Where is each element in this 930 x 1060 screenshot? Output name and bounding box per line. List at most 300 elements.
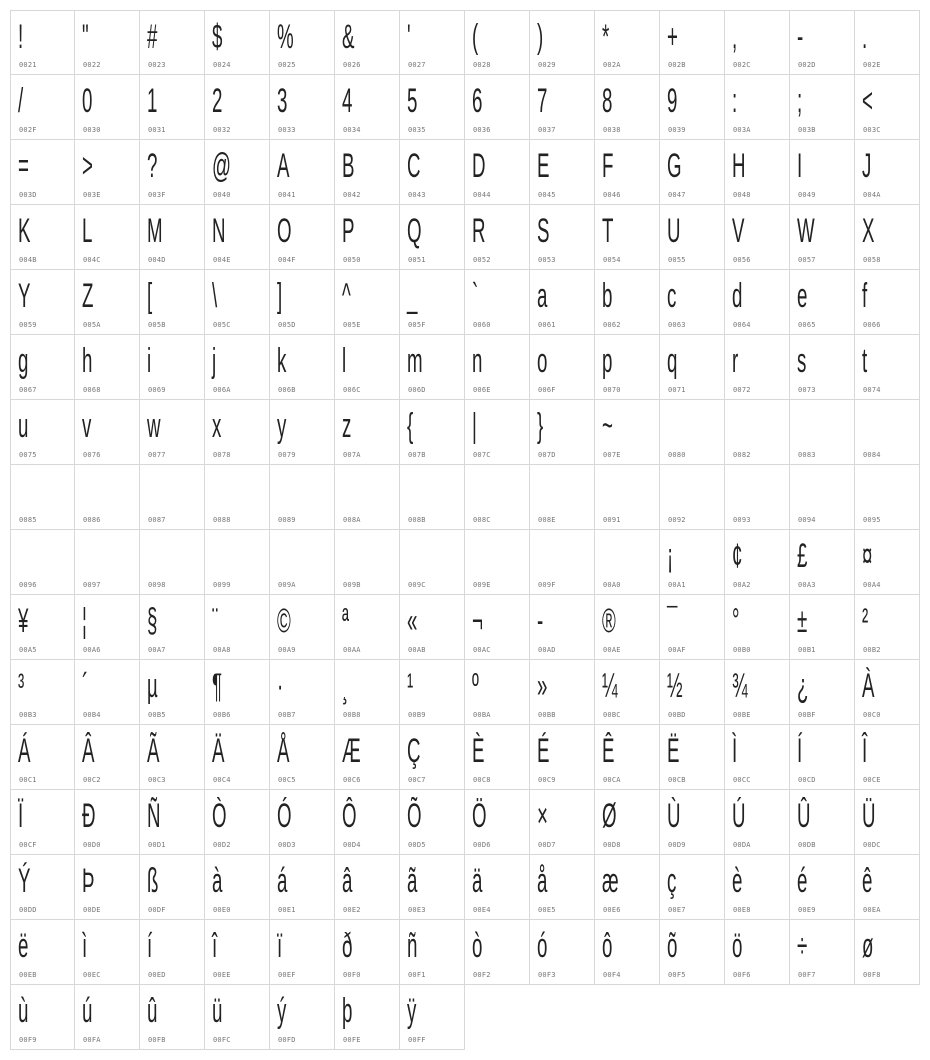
glyph-cell bbox=[205, 205, 270, 270]
glyph-char: ¼ bbox=[602, 667, 618, 705]
codepoint-label: 0061 bbox=[538, 321, 556, 329]
glyph-char: À bbox=[862, 667, 875, 705]
codepoint-label: 0053 bbox=[538, 256, 556, 264]
codepoint-label: 005B bbox=[148, 321, 166, 329]
glyph-char: " bbox=[82, 18, 89, 56]
glyph-char: 4 bbox=[342, 82, 353, 120]
codepoint-label: 00E1 bbox=[278, 906, 296, 914]
codepoint-label: 00F0 bbox=[343, 971, 361, 979]
codepoint-label: 0062 bbox=[603, 321, 621, 329]
glyph-char: > bbox=[82, 147, 93, 185]
glyph-char: ø bbox=[862, 927, 874, 965]
glyph-char: H bbox=[732, 147, 746, 185]
codepoint-label: 004C bbox=[83, 256, 101, 264]
glyph-cell bbox=[465, 75, 530, 140]
codepoint-label: 0055 bbox=[668, 256, 686, 264]
glyph-char: < bbox=[862, 82, 873, 120]
glyph-char: ª bbox=[342, 602, 349, 640]
codepoint-label: 006D bbox=[408, 386, 426, 394]
codepoint-label: 004E bbox=[213, 256, 231, 264]
codepoint-label: 0068 bbox=[83, 386, 101, 394]
codepoint-label: 0084 bbox=[863, 451, 881, 459]
glyph-cell bbox=[270, 10, 335, 75]
glyph-cell bbox=[10, 790, 75, 855]
glyph-char: 0 bbox=[82, 82, 93, 120]
glyph-char: } bbox=[537, 407, 544, 445]
glyph-char: Â bbox=[82, 732, 95, 770]
glyph-cell bbox=[75, 530, 140, 595]
glyph-cell bbox=[790, 530, 855, 595]
codepoint-label: 0069 bbox=[148, 386, 166, 394]
glyph-char: Ý bbox=[18, 862, 31, 900]
glyph-char: ï bbox=[277, 927, 283, 965]
glyph-cell bbox=[400, 270, 465, 335]
glyph-cell bbox=[855, 75, 920, 140]
glyph-cell bbox=[75, 920, 140, 985]
glyph-char: î bbox=[212, 927, 218, 965]
glyph-cell bbox=[530, 465, 595, 530]
glyph-cell bbox=[140, 530, 205, 595]
glyph-char: ² bbox=[862, 602, 869, 640]
glyph-char: 5 bbox=[407, 82, 418, 120]
codepoint-label: 0052 bbox=[473, 256, 491, 264]
codepoint-label: 0063 bbox=[668, 321, 686, 329]
glyph-char: U bbox=[667, 212, 681, 250]
glyph-cell bbox=[660, 75, 725, 140]
glyph-cell bbox=[75, 270, 140, 335]
glyph-cell bbox=[10, 920, 75, 985]
codepoint-label: 006F bbox=[538, 386, 556, 394]
codepoint-label: 0093 bbox=[733, 516, 751, 524]
glyph-char: Õ bbox=[407, 797, 422, 835]
codepoint-label: 00D1 bbox=[148, 841, 166, 849]
codepoint-label: 0029 bbox=[538, 61, 556, 69]
glyph-cell bbox=[140, 205, 205, 270]
glyph-char: | bbox=[472, 407, 477, 445]
glyph-cell bbox=[530, 10, 595, 75]
glyph-cell bbox=[10, 140, 75, 205]
glyph-cell bbox=[660, 725, 725, 790]
codepoint-label: 00D0 bbox=[83, 841, 101, 849]
glyph-cell bbox=[400, 790, 465, 855]
codepoint-label: 0033 bbox=[278, 126, 296, 134]
glyph-cell bbox=[270, 855, 335, 920]
codepoint-label: 0049 bbox=[798, 191, 816, 199]
glyph-char: ì bbox=[82, 927, 88, 965]
glyph-char: B bbox=[342, 147, 355, 185]
glyph-cell bbox=[725, 790, 790, 855]
glyph-cell bbox=[790, 205, 855, 270]
glyph-cell bbox=[75, 660, 140, 725]
codepoint-label: 00AD bbox=[538, 646, 556, 654]
codepoint-label: 0022 bbox=[83, 61, 101, 69]
glyph-cell bbox=[855, 10, 920, 75]
codepoint-label: 0060 bbox=[473, 321, 491, 329]
codepoint-label: 00AB bbox=[408, 646, 426, 654]
codepoint-label: 0046 bbox=[603, 191, 621, 199]
glyph-cell bbox=[595, 205, 660, 270]
codepoint-label: 00F4 bbox=[603, 971, 621, 979]
codepoint-label: 006A bbox=[213, 386, 231, 394]
codepoint-label: 00FE bbox=[343, 1036, 361, 1044]
glyph-cell bbox=[335, 855, 400, 920]
glyph-cell bbox=[530, 920, 595, 985]
glyph-cell bbox=[75, 140, 140, 205]
glyph-cell bbox=[75, 10, 140, 75]
glyph-cell bbox=[140, 75, 205, 140]
codepoint-label: 00A1 bbox=[668, 581, 686, 589]
glyph-char: ´ bbox=[82, 667, 89, 705]
codepoint-label: 0079 bbox=[278, 451, 296, 459]
glyph-cell bbox=[140, 855, 205, 920]
glyph-char: m bbox=[407, 342, 423, 380]
glyph-cell bbox=[725, 920, 790, 985]
glyph-cell bbox=[75, 75, 140, 140]
glyph-cell bbox=[725, 530, 790, 595]
glyph-cell bbox=[725, 465, 790, 530]
glyph-char: @ bbox=[212, 147, 231, 185]
glyph-char: ] bbox=[277, 277, 283, 315]
glyph-cell bbox=[530, 205, 595, 270]
glyph-char: ¤ bbox=[862, 537, 873, 575]
codepoint-label: 0073 bbox=[798, 386, 816, 394]
codepoint-label: 00A7 bbox=[148, 646, 166, 654]
codepoint-label: 00C2 bbox=[83, 776, 101, 784]
glyph-cell bbox=[335, 595, 400, 660]
codepoint-label: 00BC bbox=[603, 711, 621, 719]
codepoint-label: 0075 bbox=[19, 451, 37, 459]
codepoint-label: 005F bbox=[408, 321, 426, 329]
glyph-char: Ò bbox=[212, 797, 227, 835]
codepoint-label: 003B bbox=[798, 126, 816, 134]
glyph-cell bbox=[855, 205, 920, 270]
codepoint-label: 0080 bbox=[668, 451, 686, 459]
glyph-char: f bbox=[862, 277, 868, 315]
glyph-cell bbox=[400, 595, 465, 660]
glyph-cell bbox=[465, 530, 530, 595]
glyph-cell bbox=[75, 335, 140, 400]
codepoint-label: 007E bbox=[603, 451, 621, 459]
glyph-cell bbox=[75, 205, 140, 270]
codepoint-label: 005A bbox=[83, 321, 101, 329]
glyph-char: ³ bbox=[18, 667, 25, 705]
glyph-char: 8 bbox=[602, 82, 613, 120]
glyph-char: º bbox=[472, 667, 479, 705]
glyph-char: ð bbox=[342, 927, 353, 965]
codepoint-label: 0072 bbox=[733, 386, 751, 394]
glyph-cell bbox=[335, 530, 400, 595]
codepoint-label: 00B8 bbox=[343, 711, 361, 719]
glyph-char: Ø bbox=[602, 797, 617, 835]
glyph-cell bbox=[400, 75, 465, 140]
codepoint-label: 00E7 bbox=[668, 906, 686, 914]
codepoint-label: 0030 bbox=[83, 126, 101, 134]
glyph-char: g bbox=[18, 342, 29, 380]
glyph-cell bbox=[75, 725, 140, 790]
glyph-cell bbox=[595, 660, 660, 725]
glyph-cell bbox=[205, 790, 270, 855]
codepoint-label: 0026 bbox=[343, 61, 361, 69]
codepoint-label: 005C bbox=[213, 321, 231, 329]
codepoint-label: 0051 bbox=[408, 256, 426, 264]
codepoint-label: 00A9 bbox=[278, 646, 296, 654]
codepoint-label: 00FD bbox=[278, 1036, 296, 1044]
codepoint-label: 00D2 bbox=[213, 841, 231, 849]
glyph-cell bbox=[270, 465, 335, 530]
glyph-cell bbox=[75, 790, 140, 855]
glyph-cell bbox=[660, 270, 725, 335]
codepoint-label: 0076 bbox=[83, 451, 101, 459]
codepoint-label: 00F1 bbox=[408, 971, 426, 979]
codepoint-label: 0032 bbox=[213, 126, 231, 134]
glyph-cell bbox=[725, 140, 790, 205]
glyph-char: r bbox=[732, 342, 739, 380]
glyph-char: F bbox=[602, 147, 614, 185]
codepoint-label: 00A5 bbox=[19, 646, 37, 654]
glyph-char: G bbox=[667, 147, 682, 185]
glyph-cell bbox=[660, 855, 725, 920]
codepoint-label: 00C1 bbox=[19, 776, 37, 784]
glyph-char: ` bbox=[472, 277, 479, 315]
glyph-char: ¢ bbox=[732, 537, 743, 575]
codepoint-label: 00D5 bbox=[408, 841, 426, 849]
glyph-cell bbox=[10, 335, 75, 400]
codepoint-label: 00EA bbox=[863, 906, 881, 914]
glyph-cell bbox=[400, 400, 465, 465]
glyph-cell bbox=[595, 10, 660, 75]
character-map-grid bbox=[10, 10, 920, 1050]
glyph-char: ) bbox=[537, 18, 544, 56]
codepoint-label: 0043 bbox=[408, 191, 426, 199]
glyph-cell bbox=[10, 985, 75, 1050]
codepoint-label: 008C bbox=[473, 516, 491, 524]
glyph-char: æ bbox=[602, 862, 619, 900]
codepoint-label: 0067 bbox=[19, 386, 37, 394]
codepoint-label: 00BA bbox=[473, 711, 491, 719]
codepoint-label: 0078 bbox=[213, 451, 231, 459]
codepoint-label: 0045 bbox=[538, 191, 556, 199]
glyph-cell bbox=[75, 465, 140, 530]
codepoint-label: 00A6 bbox=[83, 646, 101, 654]
codepoint-label: 0092 bbox=[668, 516, 686, 524]
codepoint-label: 00DC bbox=[863, 841, 881, 849]
glyph-cell bbox=[660, 790, 725, 855]
glyph-cell bbox=[790, 595, 855, 660]
codepoint-label: 0025 bbox=[278, 61, 296, 69]
codepoint-label: 0040 bbox=[213, 191, 231, 199]
codepoint-label: 0027 bbox=[408, 61, 426, 69]
codepoint-label: 0041 bbox=[278, 191, 296, 199]
glyph-char: ä bbox=[472, 862, 483, 900]
codepoint-label: 0070 bbox=[603, 386, 621, 394]
glyph-cell bbox=[790, 790, 855, 855]
glyph-char: w bbox=[147, 407, 161, 445]
glyph-cell bbox=[790, 725, 855, 790]
codepoint-label: 00BD bbox=[668, 711, 686, 719]
glyph-char: Ã bbox=[147, 732, 160, 770]
glyph-cell bbox=[205, 400, 270, 465]
glyph-cell bbox=[855, 725, 920, 790]
glyph-char: í bbox=[147, 927, 153, 965]
codepoint-label: 00EE bbox=[213, 971, 231, 979]
glyph-cell bbox=[400, 985, 465, 1050]
glyph-cell bbox=[660, 595, 725, 660]
codepoint-label: 009E bbox=[473, 581, 491, 589]
glyph-char: ¿ bbox=[797, 667, 809, 705]
glyph-char: t bbox=[862, 342, 868, 380]
glyph-char: 6 bbox=[472, 82, 483, 120]
codepoint-label: 00CA bbox=[603, 776, 621, 784]
codepoint-label: 00E5 bbox=[538, 906, 556, 914]
codepoint-label: 00F9 bbox=[19, 1036, 37, 1044]
glyph-cell bbox=[205, 465, 270, 530]
glyph-char: \ bbox=[212, 277, 218, 315]
glyph-cell bbox=[400, 855, 465, 920]
glyph-char: J bbox=[862, 147, 872, 185]
glyph-char: ç bbox=[667, 862, 677, 900]
glyph-char: ã bbox=[407, 862, 418, 900]
codepoint-label: 0057 bbox=[798, 256, 816, 264]
codepoint-label: 00E2 bbox=[343, 906, 361, 914]
codepoint-label: 002E bbox=[863, 61, 881, 69]
glyph-cell bbox=[530, 595, 595, 660]
codepoint-label: 003F bbox=[148, 191, 166, 199]
glyph-cell bbox=[10, 205, 75, 270]
glyph-char: Y bbox=[18, 277, 31, 315]
glyph-char: Ä bbox=[212, 732, 225, 770]
codepoint-label: 00D9 bbox=[668, 841, 686, 849]
glyph-cell bbox=[400, 725, 465, 790]
glyph-cell bbox=[790, 920, 855, 985]
codepoint-label: 007B bbox=[408, 451, 426, 459]
glyph-cell bbox=[465, 400, 530, 465]
glyph-char: j bbox=[212, 342, 217, 380]
glyph-char: 2 bbox=[212, 82, 223, 120]
codepoint-label: 0074 bbox=[863, 386, 881, 394]
glyph-cell bbox=[400, 530, 465, 595]
glyph-char: ý bbox=[277, 992, 287, 1030]
codepoint-label: 0044 bbox=[473, 191, 491, 199]
codepoint-label: 0099 bbox=[213, 581, 231, 589]
glyph-char: Ñ bbox=[147, 797, 161, 835]
glyph-cell bbox=[270, 920, 335, 985]
glyph-char: s bbox=[797, 342, 807, 380]
codepoint-label: 007A bbox=[343, 451, 361, 459]
glyph-cell bbox=[205, 530, 270, 595]
codepoint-label: 008B bbox=[408, 516, 426, 524]
glyph-cell bbox=[335, 75, 400, 140]
glyph-char: 1 bbox=[147, 82, 158, 120]
glyph-char: á bbox=[277, 862, 288, 900]
codepoint-label: 0056 bbox=[733, 256, 751, 264]
glyph-cell bbox=[660, 530, 725, 595]
codepoint-label: 009A bbox=[278, 581, 296, 589]
codepoint-label: 005E bbox=[343, 321, 361, 329]
glyph-char: ® bbox=[602, 602, 616, 640]
glyph-cell bbox=[270, 270, 335, 335]
glyph-char: ¡ bbox=[667, 537, 674, 575]
glyph-char: L bbox=[82, 212, 93, 250]
codepoint-label: 004B bbox=[19, 256, 37, 264]
codepoint-label: 0071 bbox=[668, 386, 686, 394]
codepoint-label: 008E bbox=[538, 516, 556, 524]
codepoint-label: 00F2 bbox=[473, 971, 491, 979]
codepoint-label: 00FC bbox=[213, 1036, 231, 1044]
glyph-cell bbox=[335, 660, 400, 725]
glyph-cell bbox=[530, 855, 595, 920]
codepoint-label: 00AF bbox=[668, 646, 686, 654]
glyph-char: É bbox=[537, 732, 550, 770]
codepoint-label: 00B0 bbox=[733, 646, 751, 654]
glyph-cell bbox=[660, 335, 725, 400]
codepoint-label: 00C7 bbox=[408, 776, 426, 784]
codepoint-label: 00F8 bbox=[863, 971, 881, 979]
glyph-cell bbox=[465, 920, 530, 985]
glyph-cell bbox=[530, 660, 595, 725]
glyph-char: Á bbox=[18, 732, 31, 770]
glyph-char: # bbox=[147, 18, 158, 56]
glyph-cell bbox=[335, 985, 400, 1050]
glyph-cell bbox=[790, 855, 855, 920]
codepoint-label: 00BF bbox=[798, 711, 816, 719]
glyph-char: Ô bbox=[342, 797, 357, 835]
glyph-char: ü bbox=[212, 992, 223, 1030]
codepoint-label: 00E8 bbox=[733, 906, 751, 914]
codepoint-label: 0094 bbox=[798, 516, 816, 524]
glyph-char: n bbox=[472, 342, 483, 380]
codepoint-label: 003E bbox=[83, 191, 101, 199]
glyph-cell bbox=[75, 595, 140, 660]
codepoint-label: 0097 bbox=[83, 581, 101, 589]
glyph-char: ù bbox=[18, 992, 29, 1030]
codepoint-label: 009F bbox=[538, 581, 556, 589]
codepoint-label: 004D bbox=[148, 256, 166, 264]
codepoint-label: 00C0 bbox=[863, 711, 881, 719]
codepoint-label: 0087 bbox=[148, 516, 166, 524]
codepoint-label: 0089 bbox=[278, 516, 296, 524]
glyph-char: ? bbox=[147, 147, 158, 185]
glyph-char: · bbox=[277, 667, 284, 705]
glyph-cell bbox=[660, 10, 725, 75]
codepoint-label: 00A4 bbox=[863, 581, 881, 589]
glyph-cell bbox=[270, 75, 335, 140]
codepoint-label: 0047 bbox=[668, 191, 686, 199]
glyph-char: M bbox=[147, 212, 163, 250]
glyph-cell bbox=[465, 595, 530, 660]
glyph-cell bbox=[140, 790, 205, 855]
glyph-char: ñ bbox=[407, 927, 418, 965]
glyph-char: ß bbox=[147, 862, 159, 900]
glyph-char: l bbox=[342, 342, 347, 380]
codepoint-label: 00E6 bbox=[603, 906, 621, 914]
codepoint-label: 00F6 bbox=[733, 971, 751, 979]
glyph-cell bbox=[855, 270, 920, 335]
codepoint-label: 004A bbox=[863, 191, 881, 199]
glyph-cell bbox=[465, 270, 530, 335]
codepoint-label: 002A bbox=[603, 61, 621, 69]
glyph-char: E bbox=[537, 147, 550, 185]
codepoint-label: 0082 bbox=[733, 451, 751, 459]
glyph-cell bbox=[660, 660, 725, 725]
glyph-char: ¾ bbox=[732, 667, 748, 705]
glyph-cell bbox=[790, 140, 855, 205]
glyph-cell bbox=[465, 660, 530, 725]
glyph-char: 9 bbox=[667, 82, 678, 120]
codepoint-label: 006E bbox=[473, 386, 491, 394]
glyph-cell bbox=[335, 920, 400, 985]
codepoint-label: 00B3 bbox=[19, 711, 37, 719]
glyph-cell bbox=[205, 10, 270, 75]
